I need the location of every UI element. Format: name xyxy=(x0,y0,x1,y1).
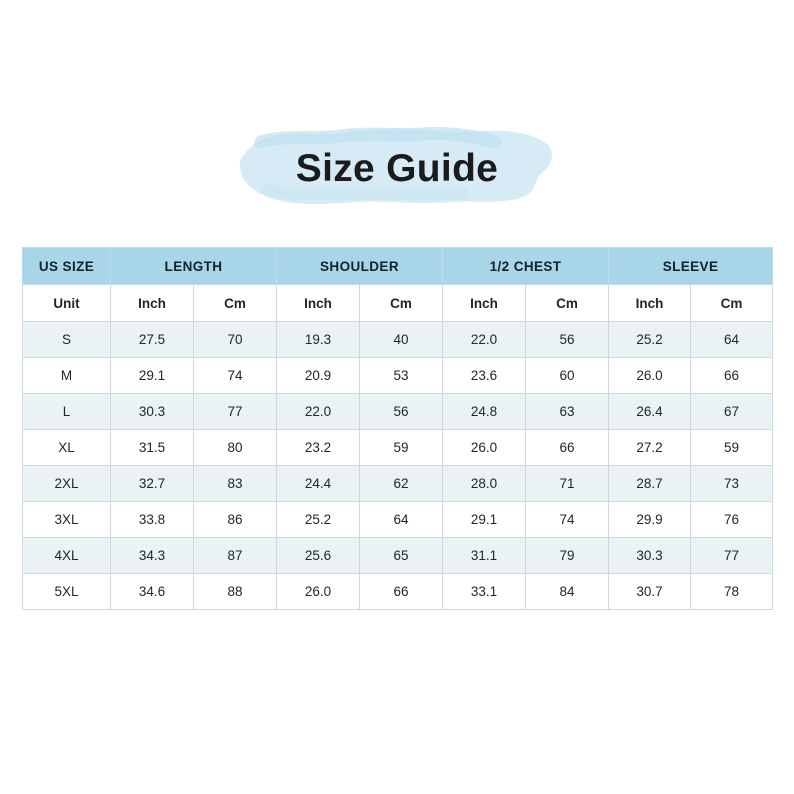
cell-chest-cm: 71 xyxy=(526,466,609,502)
cell-chest-cm: 66 xyxy=(526,430,609,466)
cell-shoulder-cm: 59 xyxy=(360,430,443,466)
cell-length-inch: 30.3 xyxy=(111,394,194,430)
group-header-length: LENGTH xyxy=(111,248,277,285)
cell-shoulder-inch: 20.9 xyxy=(277,358,360,394)
cell-shoulder-inch: 26.0 xyxy=(277,574,360,610)
table-row xyxy=(23,322,773,358)
cell-shoulder-cm: 65 xyxy=(360,538,443,574)
row-size-label: 3XL xyxy=(23,502,111,538)
cell-sleeve-inch: 26.0 xyxy=(609,358,691,394)
cell-length-cm: 83 xyxy=(194,466,277,502)
table-unit-row xyxy=(23,285,773,322)
cell-shoulder-cm: 56 xyxy=(360,394,443,430)
cell-chest-cm: 74 xyxy=(526,502,609,538)
cell-shoulder-cm: 64 xyxy=(360,502,443,538)
row-size-label: XL xyxy=(23,430,111,466)
cell-length-cm: 74 xyxy=(194,358,277,394)
cell-chest-cm: 84 xyxy=(526,574,609,610)
cell-chest-inch: 33.1 xyxy=(443,574,526,610)
unit-chest-cm: Cm xyxy=(526,285,609,322)
group-header-half-chest: 1/2 CHEST xyxy=(443,248,609,285)
cell-length-cm: 70 xyxy=(194,322,277,358)
cell-shoulder-cm: 62 xyxy=(360,466,443,502)
cell-length-cm: 77 xyxy=(194,394,277,430)
cell-chest-inch: 31.1 xyxy=(443,538,526,574)
row-size-label: S xyxy=(23,322,111,358)
table-row xyxy=(23,394,773,430)
cell-shoulder-inch: 19.3 xyxy=(277,322,360,358)
cell-shoulder-inch: 25.6 xyxy=(277,538,360,574)
table-row xyxy=(23,574,773,610)
cell-chest-inch: 29.1 xyxy=(443,502,526,538)
cell-sleeve-inch: 29.9 xyxy=(609,502,691,538)
cell-shoulder-inch: 24.4 xyxy=(277,466,360,502)
cell-sleeve-cm: 73 xyxy=(691,466,773,502)
unit-label: Unit xyxy=(23,285,111,322)
table-group-header-row xyxy=(23,248,773,285)
cell-sleeve-cm: 67 xyxy=(691,394,773,430)
cell-chest-cm: 63 xyxy=(526,394,609,430)
cell-length-cm: 87 xyxy=(194,538,277,574)
unit-sleeve-inch: Inch xyxy=(609,285,691,322)
cell-chest-inch: 24.8 xyxy=(443,394,526,430)
unit-length-cm: Cm xyxy=(194,285,277,322)
row-size-label: M xyxy=(23,358,111,394)
unit-shoulder-inch: Inch xyxy=(277,285,360,322)
cell-sleeve-inch: 25.2 xyxy=(609,322,691,358)
cell-shoulder-cm: 53 xyxy=(360,358,443,394)
cell-shoulder-inch: 23.2 xyxy=(277,430,360,466)
cell-length-inch: 29.1 xyxy=(111,358,194,394)
unit-sleeve-cm: Cm xyxy=(691,285,773,322)
row-size-label: 2XL xyxy=(23,466,111,502)
cell-chest-cm: 79 xyxy=(526,538,609,574)
cell-length-inch: 34.6 xyxy=(111,574,194,610)
cell-sleeve-inch: 27.2 xyxy=(609,430,691,466)
unit-chest-inch: Inch xyxy=(443,285,526,322)
cell-sleeve-cm: 78 xyxy=(691,574,773,610)
cell-chest-cm: 56 xyxy=(526,322,609,358)
cell-sleeve-cm: 59 xyxy=(691,430,773,466)
cell-sleeve-cm: 77 xyxy=(691,538,773,574)
group-header-sleeve: SLEEVE xyxy=(609,248,773,285)
cell-shoulder-cm: 66 xyxy=(360,574,443,610)
cell-length-inch: 33.8 xyxy=(111,502,194,538)
cell-shoulder-cm: 40 xyxy=(360,322,443,358)
cell-sleeve-inch: 30.7 xyxy=(609,574,691,610)
table-row xyxy=(23,502,773,538)
cell-length-inch: 31.5 xyxy=(111,430,194,466)
cell-sleeve-inch: 30.3 xyxy=(609,538,691,574)
cell-chest-inch: 28.0 xyxy=(443,466,526,502)
title-section xyxy=(0,118,794,218)
size-table-container xyxy=(22,247,772,610)
cell-length-cm: 80 xyxy=(194,430,277,466)
table-row xyxy=(23,538,773,574)
cell-length-cm: 86 xyxy=(194,502,277,538)
group-header-shoulder: SHOULDER xyxy=(277,248,443,285)
unit-shoulder-cm: Cm xyxy=(360,285,443,322)
cell-sleeve-cm: 66 xyxy=(691,358,773,394)
cell-shoulder-inch: 25.2 xyxy=(277,502,360,538)
cell-length-inch: 27.5 xyxy=(111,322,194,358)
cell-sleeve-inch: 26.4 xyxy=(609,394,691,430)
table-row xyxy=(23,358,773,394)
cell-chest-inch: 26.0 xyxy=(443,430,526,466)
table-row xyxy=(23,466,773,502)
cell-length-cm: 88 xyxy=(194,574,277,610)
page-title: Size Guide xyxy=(295,146,499,190)
table-row xyxy=(23,430,773,466)
cell-sleeve-cm: 76 xyxy=(691,502,773,538)
cell-chest-inch: 22.0 xyxy=(443,322,526,358)
cell-sleeve-inch: 28.7 xyxy=(609,466,691,502)
cell-shoulder-inch: 22.0 xyxy=(277,394,360,430)
size-table xyxy=(22,247,773,610)
row-size-label: 4XL xyxy=(23,538,111,574)
row-size-label: 5XL xyxy=(23,574,111,610)
unit-length-inch: Inch xyxy=(111,285,194,322)
cell-chest-cm: 60 xyxy=(526,358,609,394)
cell-chest-inch: 23.6 xyxy=(443,358,526,394)
cell-length-inch: 32.7 xyxy=(111,466,194,502)
cell-sleeve-cm: 64 xyxy=(691,322,773,358)
row-size-label: L xyxy=(23,394,111,430)
group-header-us-size: US SIZE xyxy=(23,248,111,285)
cell-length-inch: 34.3 xyxy=(111,538,194,574)
